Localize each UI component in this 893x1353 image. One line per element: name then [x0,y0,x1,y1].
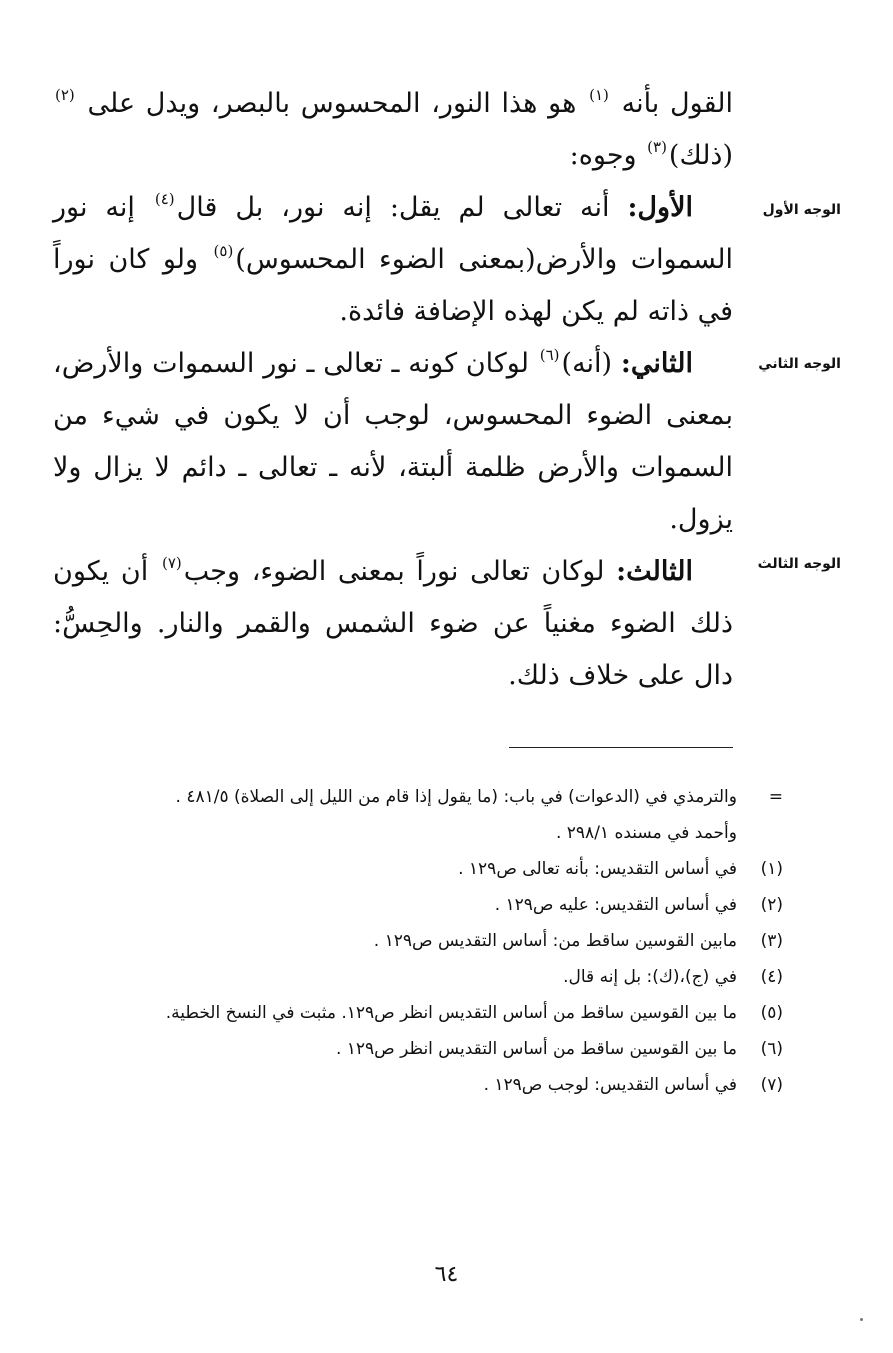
footnote-ref-3[interactable]: (٣) [647,138,667,156]
first-aspect-paragraph [53,182,733,338]
third-aspect-text-2: أن يكون ذلك الضوء مغنياً عن ضوء الشمس والقمر والنار. والحِسُّ: دال على خلاف ذلك. [53,556,733,691]
continuation-text-2: وأحمد في مسنده ٢٩٨/١ . [555,823,737,843]
first-aspect-text-3: ولو كان نوراً في ذاته لم يكن لهذه الإضافة فائدة. [53,244,733,327]
second-aspect-lead: الثاني: [620,348,693,379]
footnote-ref-5[interactable]: (٥) [213,242,234,260]
footnote-number: (٦) [760,1039,783,1059]
footnote-text: مابين القوسين ساقط من: أساس التقديس ص١٢٩ . [373,931,737,951]
footnote-ref-7[interactable]: (٧) [161,554,182,572]
footnote-item [63,1070,783,1100]
footnote-text: في أساس التقديس: بأنه تعالى ص١٢٩ . [458,859,737,879]
intro-text-3: (ذلك) [668,140,733,171]
second-aspect-paragraph [53,338,733,546]
footnote-text: في أساس التقديس: لوجب ص١٢٩ . [483,1075,737,1095]
footnote-number: (٣) [760,931,783,951]
second-aspect-text-1: (أنه) [561,348,613,379]
footnote-number: (١) [760,859,783,879]
footnote-separator [509,747,733,748]
footnote-continuation-line2 [63,818,783,848]
footnote-item [63,890,783,920]
footnote-item [63,926,783,956]
first-aspect-lead: الأول: [627,192,693,223]
scan-speck [860,1318,863,1321]
third-aspect-text-1: لوكان تعالى نوراً بمعنى الضوء، وجب [183,556,605,587]
margin-note-second-aspect: الوجه الثاني [758,356,841,372]
footnote-text: في أساس التقديس: عليه ص١٢٩ . [494,895,737,915]
intro-text-2: هو هذا النور، المحسوس بالبصر، ويدل على [87,88,577,119]
footnote-item [63,1034,783,1064]
footnote-item [63,962,783,992]
first-aspect-text-2: إنه نور السموات والأرض(بمعنى الضوء المحسوس) [53,192,733,275]
third-aspect-paragraph [53,546,733,702]
footnote-number: (٥) [760,1003,783,1023]
intro-text-1: القول بأنه [621,88,734,119]
continuation-text-1: والترمذي في (الدعوات) في باب: (ما يقول إذا قام من الليل إلى الصلاة) ٤٨١/٥ . [175,787,737,807]
footnote-text: في (ج)،(ك): بل إنه قال. [563,967,737,987]
footnote-ref-1[interactable]: (١) [589,86,609,104]
footnote-ref-2[interactable]: (٢) [55,86,75,104]
page-number: ٦٤ [434,1262,459,1287]
first-aspect-text-1: أنه تعالى لم يقل: إنه نور، بل قال [176,192,610,223]
footnote-continuation [63,782,783,812]
footnote-text: ما بين القوسين ساقط من أساس التقديس انظر ص١٢٩. مثبت في النسخ الخطية. [165,1003,737,1023]
footnote-number: (٧) [760,1075,783,1095]
footnote-ref-6[interactable]: (٦) [539,346,560,364]
intro-paragraph [53,78,733,182]
footnote-number: (٤) [760,967,783,987]
second-aspect-text-2: لوكان كونه ـ تعالى ـ نور السموات والأرض، بمعنى الضوء المحسوس، لوجب أن لا يكون في شيء من السموات والأرض ظلمة ألبتة، لأنه ـ تعالى ـ دائم لا يزال ولا يزول. [53,348,733,535]
footnote-text: ما بين القوسين ساقط من أساس التقديس انظر ص١٢٩ . [335,1039,737,1059]
intro-text-4: وجوه: [569,140,637,171]
footnotes-block [63,782,783,1106]
continuation-marker: = [768,787,783,807]
footnote-item [63,998,783,1028]
main-text-block [53,78,733,702]
third-aspect-lead: الثالث: [616,556,693,587]
footnote-ref-4[interactable]: (٤) [154,190,175,208]
footnote-item [63,854,783,884]
margin-note-third-aspect: الوجه الثالث [757,556,841,572]
footnote-number: (٢) [760,895,783,915]
margin-note-first-aspect: الوجه الأول [762,202,841,218]
